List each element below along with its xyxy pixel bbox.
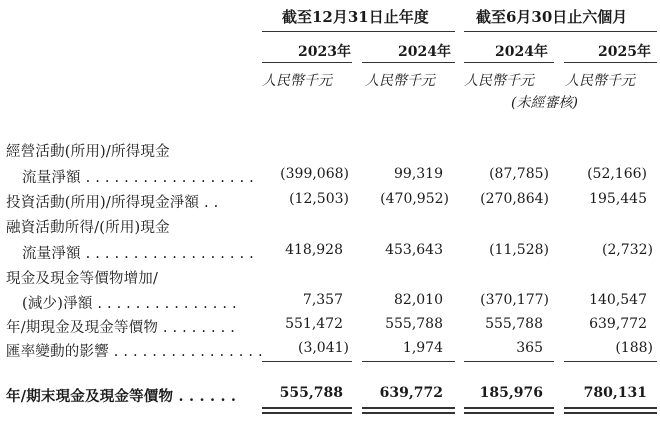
subtotal-rule-1 xyxy=(262,361,352,362)
value-cell-total: 780,131 xyxy=(583,385,647,401)
row-label-financing: 融資活動所得/(所用)現金 xyxy=(6,220,170,236)
value-cell-total: 185,976 xyxy=(479,385,543,401)
row-label-fx-effect: 匯率變動的影響 . . . . . . . . . . . . . . . . xyxy=(6,344,263,360)
value-cell: 140,547 xyxy=(589,292,647,308)
year-underline-3 xyxy=(464,62,554,63)
value-cell: 551,472 xyxy=(285,316,343,332)
column-unit-1: 人民幣千元 xyxy=(262,73,332,89)
column-year-2023: 2023年 xyxy=(298,44,351,60)
row-label-opening-cash: 年/期現金及現金等價物 . . . . . . . . xyxy=(6,320,236,336)
value-cell: (3,041) xyxy=(297,340,349,356)
subtotal-rule-4 xyxy=(564,361,657,362)
subtotal-rule-3 xyxy=(464,361,554,362)
value-cell: (11,528) xyxy=(489,242,549,258)
total-double-rule-3b xyxy=(464,412,554,414)
value-cell: (52,166) xyxy=(587,166,647,182)
value-cell: 555,788 xyxy=(385,316,443,332)
value-cell: (370,177) xyxy=(480,292,549,308)
value-cell: 82,010 xyxy=(394,292,443,308)
value-cell: 7,357 xyxy=(302,292,343,308)
total-double-rule-1a xyxy=(262,407,352,409)
column-unit-3: 人民幣千元 xyxy=(464,73,534,89)
value-cell-total: 639,772 xyxy=(379,385,443,401)
year-underline-1 xyxy=(262,62,352,63)
value-cell: (270,864) xyxy=(480,191,549,207)
total-double-rule-1b xyxy=(262,412,352,414)
value-cell: 195,445 xyxy=(589,191,647,207)
column-unit-2: 人民幣千元 xyxy=(365,73,435,89)
period-header-interim: 截至6月30日止六個月 xyxy=(476,8,628,26)
row-label-cash-change-net: (減少)淨額 . . . . . . . . . . . . . . . xyxy=(22,296,237,312)
row-label-operating-net: 流量淨額 . . . . . . . . . . . . . . . . . . xyxy=(22,170,254,186)
unaudited-note: (未經審核) xyxy=(511,95,578,111)
value-cell: 555,788 xyxy=(485,316,543,332)
value-cell: 99,319 xyxy=(394,166,443,182)
value-cell: 1,974 xyxy=(402,340,443,356)
column-unit-4: 人民幣千元 xyxy=(565,73,635,89)
value-cell: (12,503) xyxy=(289,191,349,207)
row-label-cash-change: 現金及現金等價物增加/ xyxy=(6,271,159,287)
column-year-2025: 2025年 xyxy=(598,44,651,60)
row-label-operating: 經營活動(所用)/所得現金 xyxy=(6,144,170,160)
value-cell-total: 555,788 xyxy=(279,385,343,401)
total-double-rule-3a xyxy=(464,407,554,409)
period-header-annual: 截至12月31日止年度 xyxy=(282,8,429,26)
column-year-2024-interim: 2024年 xyxy=(495,44,548,60)
subtotal-rule-2 xyxy=(362,361,455,362)
value-cell: 639,772 xyxy=(589,316,647,332)
value-cell: 453,643 xyxy=(385,242,443,258)
total-double-rule-4b xyxy=(564,412,657,414)
value-cell: (399,068) xyxy=(280,166,349,182)
value-cell: (87,785) xyxy=(489,166,549,182)
header-rule-interim xyxy=(464,31,657,32)
value-cell: 418,928 xyxy=(285,242,343,258)
year-underline-2 xyxy=(362,62,455,63)
column-year-2024-annual: 2024年 xyxy=(398,44,451,60)
total-double-rule-2b xyxy=(362,412,455,414)
value-cell: 365 xyxy=(516,340,543,356)
total-double-rule-2a xyxy=(362,407,455,409)
value-cell: (188) xyxy=(615,340,653,356)
row-label-investing: 投資活動(所用)/所得現金淨額 . . xyxy=(6,195,219,211)
total-double-rule-4a xyxy=(564,407,657,409)
value-cell: (2,732) xyxy=(601,242,653,258)
value-cell: (470,952) xyxy=(380,191,449,207)
header-rule-annual xyxy=(262,31,455,32)
row-label-closing-cash: 年/期末現金及現金等價物 . . . . . . xyxy=(6,388,237,405)
row-label-financing-net: 流量淨額 . . . . . . . . . . . . . . . . . . xyxy=(22,246,254,262)
year-underline-4 xyxy=(564,62,657,63)
